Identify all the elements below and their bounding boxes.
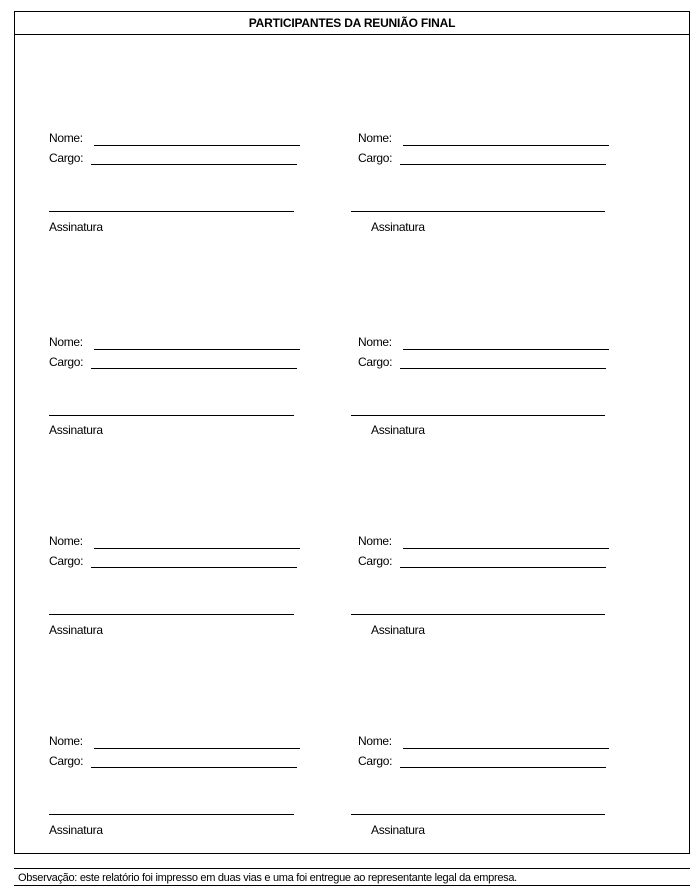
signature-label: Assinatura bbox=[49, 823, 103, 837]
participant-block bbox=[358, 335, 658, 445]
name-label: Nome: bbox=[358, 734, 392, 748]
name-label: Nome: bbox=[358, 131, 392, 145]
signature-label: Assinatura bbox=[49, 220, 103, 234]
name-input-line[interactable] bbox=[94, 145, 300, 146]
name-label: Nome: bbox=[49, 534, 83, 548]
role-label: Cargo: bbox=[358, 355, 393, 369]
form-title: PARTICIPANTES DA REUNIÃO FINAL bbox=[15, 12, 689, 35]
participant-block bbox=[49, 734, 349, 844]
role-label: Cargo: bbox=[49, 151, 84, 165]
role-input-line[interactable] bbox=[400, 368, 606, 369]
name-label: Nome: bbox=[49, 335, 83, 349]
name-label: Nome: bbox=[49, 734, 83, 748]
signature-line[interactable] bbox=[49, 415, 294, 416]
name-input-line[interactable] bbox=[403, 145, 609, 146]
signature-line[interactable] bbox=[49, 814, 294, 815]
signature-label: Assinatura bbox=[49, 423, 103, 437]
name-input-line[interactable] bbox=[94, 748, 300, 749]
role-label: Cargo: bbox=[49, 554, 84, 568]
signature-line[interactable] bbox=[351, 415, 605, 416]
role-input-line[interactable] bbox=[400, 767, 606, 768]
footer-note: Observação: este relatório foi impresso em duas vias e uma foi entregue ao representante legal da empresa. bbox=[18, 872, 517, 884]
participant-block bbox=[49, 534, 349, 644]
role-label: Cargo: bbox=[49, 754, 84, 768]
participant-block bbox=[49, 131, 349, 241]
name-label: Nome: bbox=[358, 335, 392, 349]
name-input-line[interactable] bbox=[403, 748, 609, 749]
participant-block bbox=[358, 131, 658, 241]
signature-label: Assinatura bbox=[371, 423, 425, 437]
signature-label: Assinatura bbox=[371, 220, 425, 234]
role-label: Cargo: bbox=[49, 355, 84, 369]
role-input-line[interactable] bbox=[91, 164, 297, 165]
footer-divider-top bbox=[14, 868, 690, 869]
participant-block bbox=[358, 534, 658, 644]
participant-block bbox=[358, 734, 658, 844]
signature-line[interactable] bbox=[351, 211, 605, 212]
role-input-line[interactable] bbox=[400, 164, 606, 165]
name-label: Nome: bbox=[49, 131, 83, 145]
name-input-line[interactable] bbox=[403, 349, 609, 350]
signature-line[interactable] bbox=[49, 211, 294, 212]
signature-label: Assinatura bbox=[371, 823, 425, 837]
signature-line[interactable] bbox=[49, 614, 294, 615]
signature-line[interactable] bbox=[351, 614, 605, 615]
role-label: Cargo: bbox=[358, 754, 393, 768]
role-label: Cargo: bbox=[358, 151, 393, 165]
name-input-line[interactable] bbox=[94, 548, 300, 549]
name-label: Nome: bbox=[358, 534, 392, 548]
role-input-line[interactable] bbox=[400, 567, 606, 568]
role-input-line[interactable] bbox=[91, 567, 297, 568]
name-input-line[interactable] bbox=[403, 548, 609, 549]
footer-divider-bottom bbox=[14, 885, 690, 886]
name-input-line[interactable] bbox=[94, 349, 300, 350]
role-input-line[interactable] bbox=[91, 767, 297, 768]
signature-line[interactable] bbox=[351, 814, 605, 815]
role-label: Cargo: bbox=[358, 554, 393, 568]
role-input-line[interactable] bbox=[91, 368, 297, 369]
signature-label: Assinatura bbox=[371, 623, 425, 637]
signature-label: Assinatura bbox=[49, 623, 103, 637]
participant-block bbox=[49, 335, 349, 445]
